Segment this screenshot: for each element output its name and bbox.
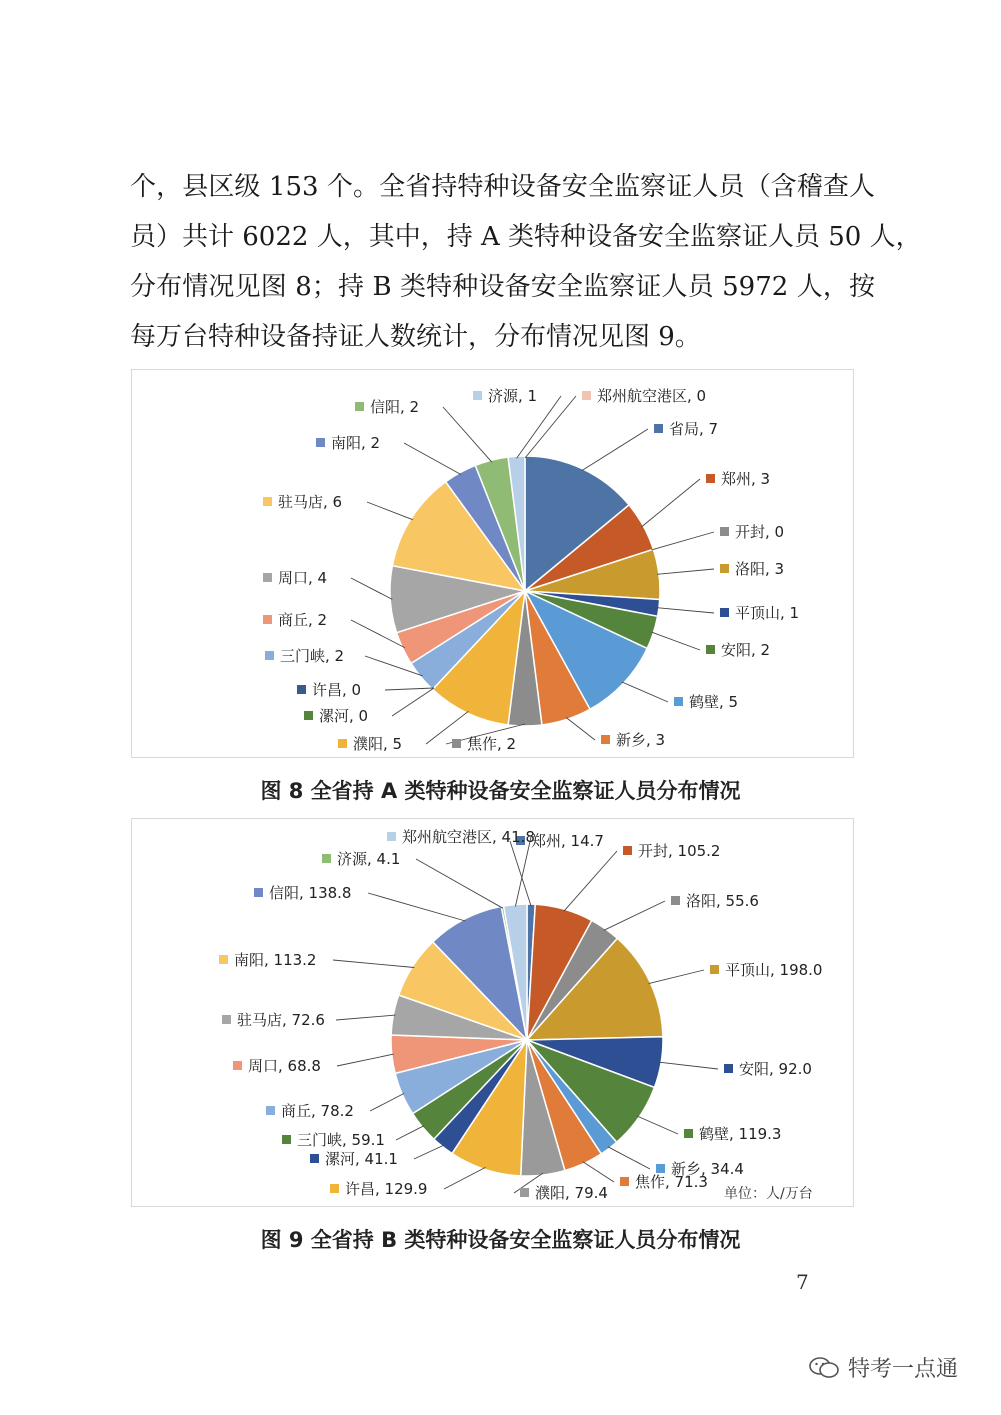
figure9-data-label: [684, 1125, 781, 1143]
figure8-chart-box: [131, 369, 854, 758]
figure9-data-label: [724, 1060, 812, 1078]
figure8-label-text: 平顶山, 1: [735, 604, 800, 622]
figure8-leader-line: [404, 443, 461, 475]
figure8-label-text: 洛阳, 3: [735, 560, 785, 578]
figure9-legend-swatch: [219, 955, 228, 964]
figure9-legend-swatch: [710, 965, 719, 974]
figure8-data-label: [720, 523, 784, 541]
figure9-legend-swatch: [310, 1154, 319, 1163]
figure9-leader-line: [416, 859, 503, 908]
figure8-data-label: [582, 387, 706, 405]
figure8-leader-line: [652, 532, 715, 550]
figure9-data-label: [254, 884, 351, 902]
figure9-leader-line: [637, 1116, 678, 1134]
figure9-leader-line: [515, 837, 531, 907]
figure9-legend-swatch: [254, 888, 263, 897]
figure8-data-label: [674, 693, 738, 711]
figure9-legend-swatch: [266, 1106, 275, 1115]
figure8-leader-line: [443, 407, 492, 462]
figure8-leader-line: [622, 682, 668, 702]
figure8-label-text: 安阳, 2: [721, 641, 771, 659]
figure8-data-label: [706, 470, 770, 488]
figure8-legend-swatch: [355, 402, 364, 411]
figure8-data-label: [706, 641, 770, 659]
figure8-legend-swatch: [316, 438, 325, 447]
body-paragraph: [130, 162, 922, 362]
figure8-label-text: 漯河, 0: [319, 707, 369, 725]
figure9-leader-line: [649, 970, 704, 984]
figure9-label-text: 濮阳, 79.4: [535, 1184, 608, 1202]
figure9-label-text: 济源, 4.1: [337, 850, 401, 868]
figure9-caption: 图 9 全省持 B 类特种设备安全监察证人员分布情况: [260, 1228, 741, 1252]
figure9-label-text: 三门峡, 59.1: [297, 1131, 385, 1149]
figure8-data-label: [720, 560, 784, 578]
figure9-legend-swatch: [724, 1064, 733, 1073]
figure9-legend-swatch: [684, 1129, 693, 1138]
figure8-legend-swatch: [674, 697, 683, 706]
figure9-leader-line: [333, 960, 414, 968]
figure8-label-text: 濮阳, 5: [353, 735, 403, 753]
figure8-legend-swatch: [706, 645, 715, 654]
figure9-leader-line: [337, 1054, 394, 1066]
figure8-label-text: 许昌, 0: [312, 681, 362, 699]
figure9-label-text: 郑州航空港区, 41.8: [402, 828, 535, 846]
figure9-label-text: 信阳, 138.8: [269, 884, 352, 902]
figure9-label-text: 新乡, 34.4: [671, 1160, 744, 1178]
figure8-label-text: 开封, 0: [735, 523, 785, 541]
figure8-leader-line: [392, 688, 434, 716]
figure8-legend-swatch: [452, 739, 461, 748]
figure8-label-text: 郑州航空港区, 0: [597, 387, 707, 405]
figure8-data-label: [601, 731, 665, 749]
figure9-legend-swatch: [233, 1061, 242, 1070]
figure8-label-text: 郑州, 3: [721, 470, 771, 488]
figure8-data-label: [720, 604, 799, 622]
figure8-legend-swatch: [706, 474, 715, 483]
figure9-label-text: 许昌, 129.9: [345, 1180, 428, 1198]
figure8-legend-swatch: [582, 391, 591, 400]
figure9-data-label: [282, 1131, 385, 1149]
figure9-leader-line: [444, 1167, 486, 1189]
figure8-data-label: [297, 681, 361, 699]
figure9-legend-swatch: [282, 1135, 291, 1144]
wechat-icon: [808, 1355, 840, 1381]
figure9-data-label: [310, 1150, 398, 1168]
figure9-label-text: 焦作, 71.3: [635, 1173, 708, 1191]
figure8-label-text: 鹤壁, 5: [689, 693, 739, 711]
figure9-leader-line: [564, 851, 617, 911]
figure9-data-label: [330, 1180, 427, 1198]
figure8-data-label: [265, 647, 344, 665]
body-line: 分布情况见图 8；持 B 类特种设备安全监察证人员 5972 人，按: [130, 272, 875, 302]
figure8-leader-line: [525, 396, 576, 458]
figure8-legend-swatch: [297, 685, 306, 694]
figure9-label-text: 开封, 105.2: [638, 842, 721, 860]
figure9-label-text: 鹤壁, 119.3: [699, 1125, 782, 1143]
figure8-legend-swatch: [304, 711, 313, 720]
body-line: 员）共计 6022 人，其中，持 A 类特种设备安全监察证人员 50 人，: [130, 222, 922, 252]
figure9-unit-label: 单位：人/万台: [724, 1186, 813, 1202]
figure8-legend-swatch: [654, 424, 663, 433]
figure9-legend-swatch: [387, 832, 396, 841]
figure9-data-label: [222, 1011, 325, 1029]
figure8-leader-line: [351, 578, 392, 599]
figure9-label-text: 驻马店, 72.6: [237, 1011, 325, 1029]
figure9-leader-line: [414, 1145, 444, 1159]
body-line: 每万台特种设备持证人数统计，分布情况见图 9。: [130, 322, 701, 352]
figure9-label-text: 洛阳, 55.6: [686, 892, 759, 910]
figure9-leader-line: [659, 1062, 718, 1069]
figure9-label-text: 周口, 68.8: [248, 1057, 321, 1075]
figure9-leader-line: [608, 1147, 650, 1169]
figure8-data-label: [654, 420, 718, 438]
figure9-data-label: [623, 842, 720, 860]
figure9-leader-line: [368, 893, 465, 921]
figure9-legend-swatch: [656, 1164, 665, 1173]
figure8-data-label: [263, 493, 342, 511]
figure8-leader-line: [652, 632, 701, 650]
figure9-data-label: [322, 850, 400, 868]
figure9-data-label: [219, 951, 316, 969]
figure9-data-label: [233, 1057, 321, 1075]
figure9-label-text: 郑州, 14.7: [531, 832, 604, 850]
figure8-leader-line: [426, 711, 468, 744]
figure9-data-label: [671, 892, 759, 910]
figure8-legend-swatch: [601, 735, 610, 744]
figure8-legend-swatch: [263, 497, 272, 506]
figure9-chart-box: [131, 818, 854, 1207]
figure8-leader-line: [517, 396, 561, 458]
figure8-leader-line: [385, 688, 434, 690]
figure9-legend-swatch: [322, 854, 331, 863]
figure9-legend-swatch: [623, 846, 632, 855]
figure8-data-label: [316, 434, 380, 452]
figure9-leader-line: [583, 1162, 614, 1182]
figure9-leader-line: [396, 1126, 424, 1140]
figure8-leader-line: [566, 718, 595, 741]
figure9-label-text: 漯河, 41.1: [325, 1150, 398, 1168]
figure8-leader-line: [582, 429, 648, 471]
figure8-label-text: 周口, 4: [278, 569, 328, 587]
watermark-text: 特考一点通: [848, 1357, 959, 1382]
figure8-leader-line: [657, 569, 714, 574]
figure8-data-label: [304, 707, 368, 725]
body-line: 个，县区级 153 个。全省持特种设备安全监察证人员（含稽查人: [130, 172, 875, 202]
figure8-label-text: 省局, 7: [669, 420, 719, 438]
figure9-label-text: 商丘, 78.2: [281, 1102, 354, 1120]
figure9-data-label: [710, 961, 822, 979]
figure8-data-label: [263, 611, 327, 629]
figure9-legend-swatch: [520, 1188, 529, 1197]
figure9-label-text: 南阳, 113.2: [234, 951, 317, 969]
figure8-legend-swatch: [338, 739, 347, 748]
figure8-leader-line: [367, 502, 413, 520]
figure9-label-text: 安阳, 92.0: [739, 1060, 812, 1078]
figure8-legend-swatch: [263, 573, 272, 582]
figure9-legend-swatch: [671, 896, 680, 905]
figure9-data-label: [387, 828, 535, 846]
figure8-data-label: [338, 735, 402, 753]
figure8-label-text: 济源, 1: [488, 387, 538, 405]
figure8-legend-swatch: [720, 564, 729, 573]
figure8-data-label: [473, 387, 537, 405]
figure9-data-label: [620, 1173, 708, 1191]
figure8-caption: 图 8 全省持 A 类特种设备安全监察证人员分布情况: [260, 779, 741, 803]
figure9-leader-line: [370, 1093, 404, 1111]
figure9-data-label: [266, 1102, 354, 1120]
figure8-data-label: [452, 735, 516, 753]
figure9-leader-line: [336, 1015, 395, 1020]
figure8-label-text: 新乡, 3: [616, 731, 666, 749]
figure8-legend-swatch: [263, 615, 272, 624]
figure9-label-text: 平顶山, 198.0: [725, 961, 823, 979]
figure9-leader-line: [604, 901, 665, 930]
figure8-label-text: 商丘, 2: [278, 611, 328, 629]
figure8-label-text: 南阳, 2: [331, 434, 381, 452]
figure8-label-text: 驻马店, 6: [278, 493, 343, 511]
figure8-data-label: [263, 569, 327, 587]
figure8-legend-swatch: [720, 608, 729, 617]
figure8-leader-line: [657, 608, 714, 613]
figure8-legend-swatch: [720, 527, 729, 536]
figure8-label-text: 信阳, 2: [370, 398, 420, 416]
figure8-legend-swatch: [473, 391, 482, 400]
figure8-legend-swatch: [265, 651, 274, 660]
figure9-data-label: [520, 1184, 608, 1202]
watermark: [808, 1352, 958, 1383]
figure8-data-label: [355, 398, 419, 416]
figure9-pie-chart: [132, 819, 853, 1206]
page-number: 7: [796, 1270, 809, 1294]
figure9-legend-swatch: [620, 1177, 629, 1186]
figure8-leader-line: [642, 479, 701, 527]
figure8-pie-chart: [132, 370, 853, 757]
figure8-label-text: 焦作, 2: [467, 735, 517, 753]
figure9-legend-swatch: [330, 1184, 339, 1193]
figure8-label-text: 三门峡, 2: [280, 647, 345, 665]
figure9-legend-swatch: [222, 1015, 231, 1024]
